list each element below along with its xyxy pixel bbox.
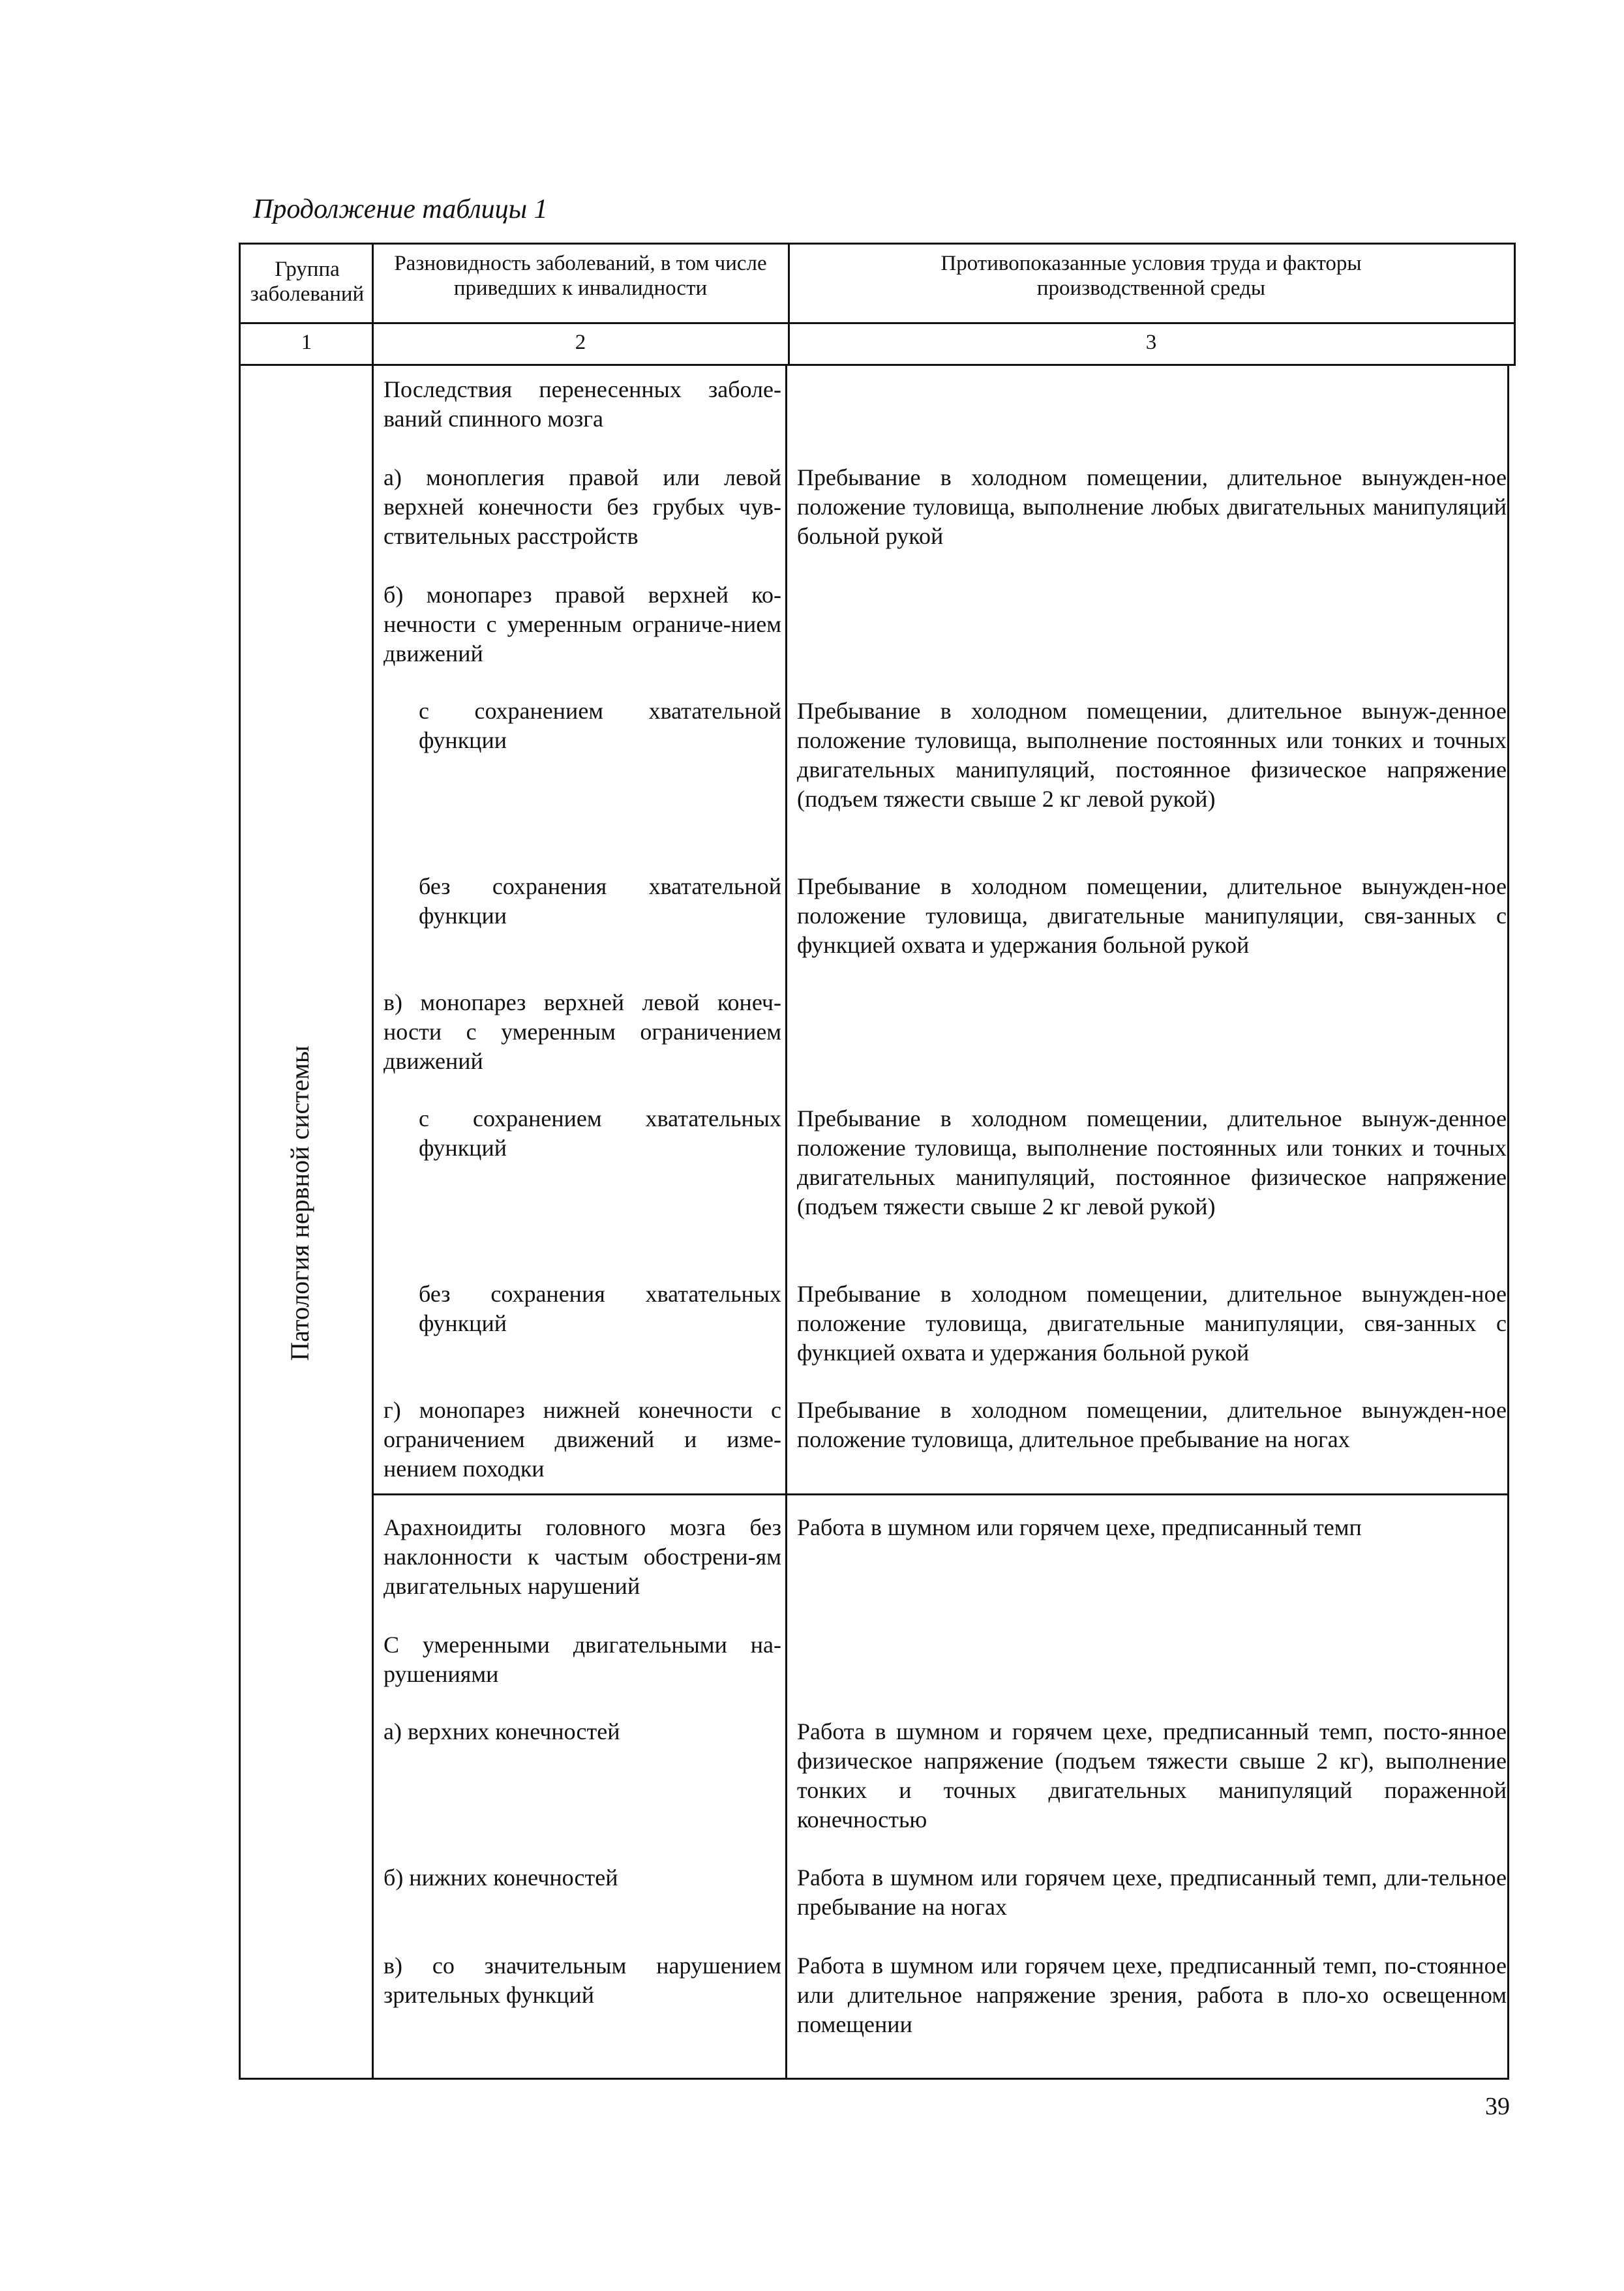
conditions-arachnoiditis: Работа в шумном или горячем цехе, предписанный темп [797, 1514, 1362, 1540]
group-label-text: Патология нервной системы [285, 1045, 314, 1361]
disease-monoplegia: а) моноплегия правой или левой верхней конечности без грубых чув-ствительных расстройств [383, 464, 781, 549]
column-number-2: 2 [575, 331, 586, 354]
section-divider [372, 1493, 1509, 1495]
disease-left-with-grasp: с сохранением хватательных функций [419, 1105, 781, 1161]
header-group: Группа заболеваний [250, 258, 365, 306]
disease-right-without-grasp: без сохранения хватательной функции [419, 873, 781, 929]
column-divider-1 [372, 243, 374, 2080]
conditions-upper-limbs: Работа в шумном и горячем цехе, предписанный темп, посто-янное физическое напряжение (подъем тяжести свыше 2 кг), выполнение тонких и точных двигательных манипуляций пораженной конечностью [797, 1718, 1507, 1833]
conditions-left-with-grasp: Пребывание в холодном помещении, длительное вынуж-денное положение туловища, выполнение постоянных или тонких и точных двигательных манипуляций, постоянное физическое напряжение (подъем тяжести свыше 2 кг левой рукой) [797, 1105, 1507, 1220]
table-border-left [239, 243, 241, 2080]
conditions-lower-monoparesis: Пребывание в холодном помещении, длительное вынужден-ное положение туловища, длительное пребывание на ногах [797, 1397, 1507, 1452]
column-number-3: 3 [1145, 331, 1157, 354]
disease-arachnoiditis: Арахноидиты головного мозга без наклонности к частым обострени-ям двигательных нарушений [383, 1514, 781, 1599]
conditions-right-without-grasp: Пребывание в холодном помещении, длительное вынужден-ное положение туловища, двигательные манипуляции, свя-занных с функцией охвата и удержания больной рукой [797, 873, 1507, 958]
conditions-lower-limbs: Работа в шумном или горячем цехе, предписанный темп, дли-тельное пребывание на ногах [797, 1864, 1507, 1920]
disease-visual-impairment: в) со значительным нарушением зрительных функций [383, 1953, 781, 2008]
disease-left-monoparesis: в) монопарез верхней левой конеч-ности с умеренным ограничением движений [383, 989, 781, 1074]
table-border-right-header [1514, 243, 1516, 365]
disease-lower-limbs: б) нижних конечностей [383, 1864, 618, 1891]
column-divider-2-body [785, 364, 787, 2080]
number-row-divider [239, 364, 1516, 366]
conditions-visual-impairment: Работа в шумном или горячем цехе, предписанный темп, по-стоянное или длительное напряжение зрения, работа в пло-хо освещенном помещении [797, 1953, 1507, 2037]
conditions-monoplegia: Пребывание в холодном помещении, длительное вынужден-ное положение туловища, выполнение любых двигательных манипуляций больной рукой [797, 464, 1507, 549]
table-border-right [1507, 364, 1509, 2080]
table-caption: Продолжение таблицы 1 [253, 194, 548, 224]
disease-right-with-grasp: с сохранением хватательной функции [419, 698, 781, 753]
disease-lower-monoparesis: г) монопарез нижней конечности с ограничением движений и изме-нением походки [383, 1397, 781, 1482]
conditions-left-without-grasp: Пребывание в холодном помещении, длительное вынужден-ное положение туловища, двигательные манипуляции, свя-занных с функцией охвата и удержания больной рукой [797, 1281, 1507, 1366]
header-divider [239, 322, 1516, 324]
disease-right-monoparesis: б) монопарез правой верхней ко-нечности с умеренным ограниче-нием движений [383, 582, 781, 666]
conditions-right-with-grasp: Пребывание в холодном помещении, длительное вынуж-денное положение туловища, выполнение постоянных или тонких и точных двигательных манипуляций, постоянное физическое напряжение (подъем тяжести свыше 2 кг левой рукой) [797, 698, 1507, 812]
column-number-1: 1 [301, 331, 312, 354]
disease-left-without-grasp: без сохранения хватательных функций [419, 1281, 781, 1336]
header-contraindications: Противопоказанные условия труда и факторы производственной среды [940, 252, 1362, 300]
table-border-top [239, 243, 1516, 245]
table-border-bottom [239, 2078, 1509, 2080]
disease-upper-limbs: а) верхних конечностей [383, 1718, 620, 1744]
page-number: 39 [1485, 2093, 1510, 2120]
disease-moderate-motor: С умеренными двигательными на-рушениями [383, 1632, 781, 1687]
disease-spinal-consequences: Последствия перенесенных заболе-ваний спинного мозга [383, 376, 781, 432]
header-disease-type: Разновидность заболеваний, в том числе приведших к инвалидности [394, 252, 767, 300]
